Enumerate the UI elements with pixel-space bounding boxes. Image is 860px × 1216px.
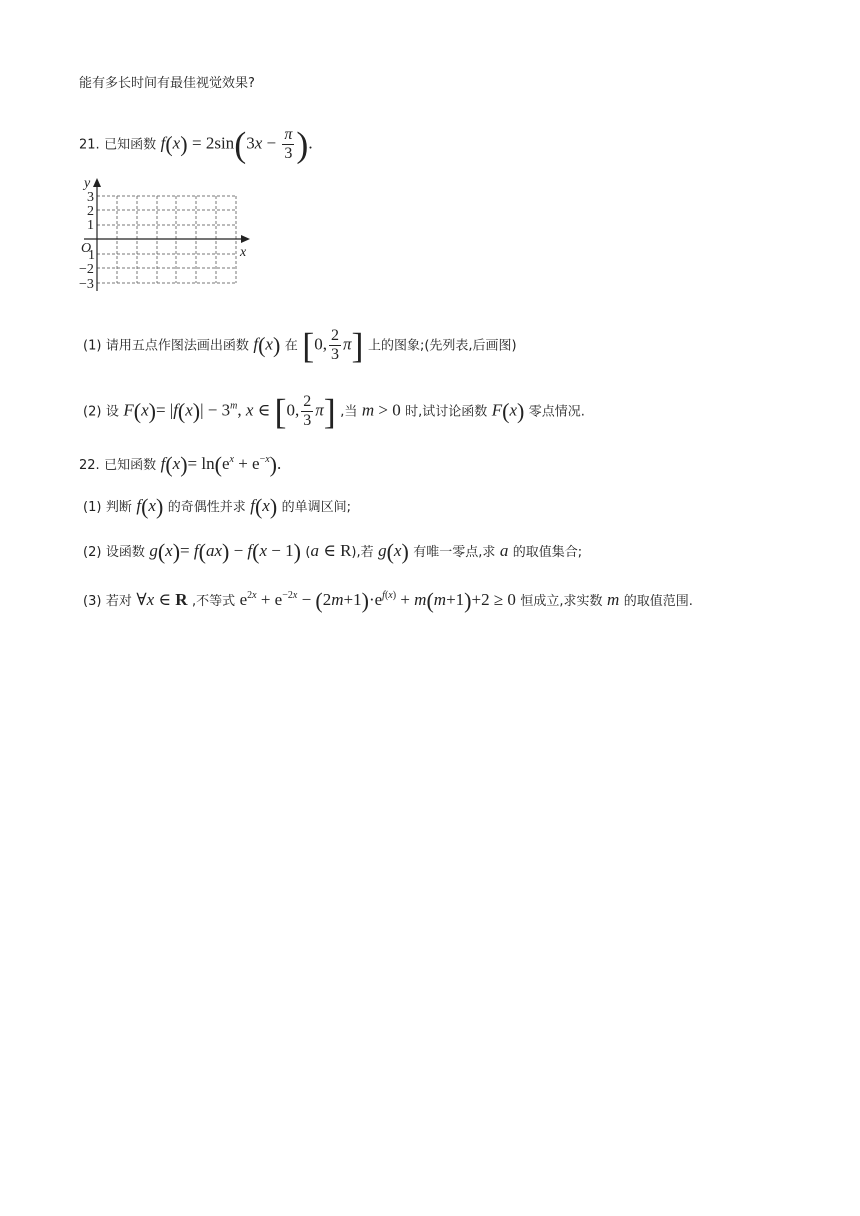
x-axis-label: x [240, 245, 247, 260]
q21-header: 21. 已知函数 f(x) = 2sin(3x − $\frac{\pi}{3}$ ). [79, 124, 313, 165]
y-tick-label: −3 [79, 277, 94, 292]
q22-part3: (3) 若对 ∀x ∈ R ,不等式 $e^{2x} + e^{-2x} - (2m+1)\cdot e^{f(x)} + m(m+1)+2 \ge 0$ 恒成立,求实数 m 的取值范围. [83, 588, 693, 613]
y-tick-label: 2 [87, 204, 94, 219]
origin-label: O [81, 241, 92, 256]
q22-header: 22. 已知函数 $f(x)= \ln(e^x + e^{-x})$. [79, 452, 282, 477]
x-axis-arrow-icon [241, 235, 250, 243]
q21-part2: (2) 设 $F(x)= |f(x)| - 3^m$, x ∈ [0, $\frac{2}{3}$ π] ,当 m > 0 时,试讨论函数 F(x) 零点情况. [83, 391, 585, 432]
y-tick-label: 3 [87, 190, 94, 205]
y-axis-arrow-icon [93, 178, 101, 187]
q22-part1: (1) 判断 f(x) 的奇偶性并求 f(x) 的单调区间; [83, 494, 351, 519]
q21-part1: (1) 请用五点作图法画出函数 f(x) 在 [0, $\frac{2}{3}$ π] 上的图象;(先列表,后画图) [83, 325, 517, 366]
coordinate-grid-figure [76, 174, 256, 298]
y-tick-label: 1 [87, 218, 94, 233]
y-axis-label: y [84, 176, 91, 191]
q22-part2: (2) 设函数 g(x)= f(ax) − f(x − 1) (a ∈ R),若 g(x) 有唯一零点,求 a 的取值集合; [83, 539, 583, 564]
y-tick-label: 1 [88, 248, 95, 263]
continuation-text: 能有多长时间有最佳视觉效果? [79, 76, 255, 91]
y-tick-label: −2 [79, 262, 94, 277]
